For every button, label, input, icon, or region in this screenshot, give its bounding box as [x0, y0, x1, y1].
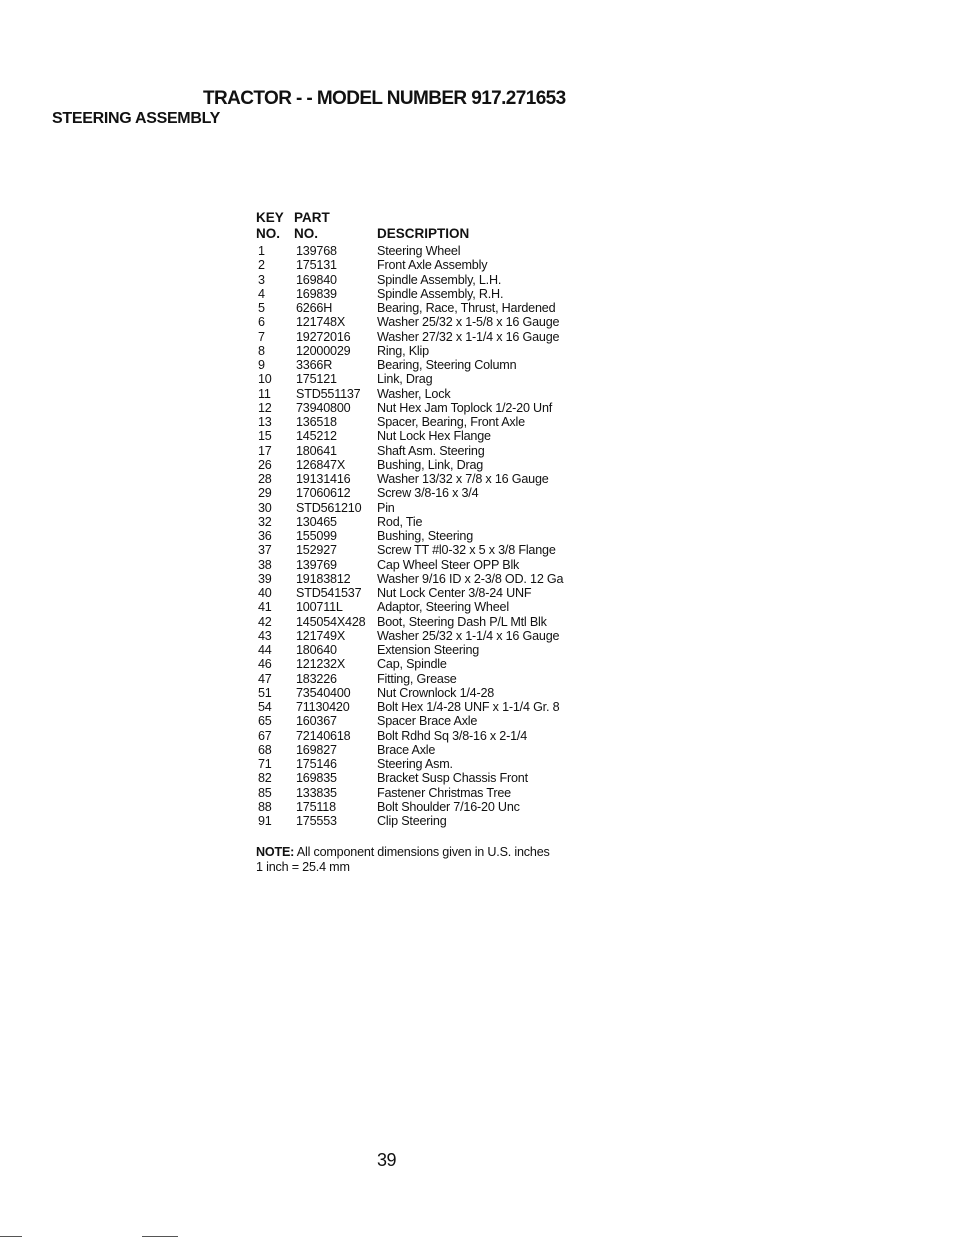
description-cell: Bracket Susp Chassis Front: [377, 771, 528, 786]
key-no-cell: 43: [258, 628, 272, 643]
table-row: [256, 529, 616, 543]
table-row: [256, 401, 616, 415]
part-no-cell: 100711L: [296, 600, 343, 615]
description-cell: Adaptor, Steering Wheel: [377, 600, 509, 615]
part-no-cell: 160367: [296, 714, 337, 729]
table-row: [256, 814, 616, 828]
part-no-cell: 19131416: [296, 472, 351, 486]
key-no-cell: 54: [258, 700, 272, 714]
key-no-cell: 30: [258, 500, 272, 515]
part-no-cell: 175553: [296, 814, 337, 828]
description-cell: Screw TT #l0-32 x 5 x 3/8 Flange: [377, 543, 556, 558]
part-no-cell: 139768: [296, 244, 337, 258]
table-row: [256, 501, 616, 515]
key-no-cell: 15: [258, 429, 272, 444]
key-no-cell: 4: [258, 286, 265, 301]
description-cell: Clip Steering: [377, 814, 447, 828]
key-no-cell: 17: [258, 443, 272, 458]
note-text: All component dimensions given in U.S. inches: [296, 845, 550, 859]
scan-edge-mark: [142, 1236, 178, 1237]
table-row: [256, 415, 616, 429]
table-row: [256, 600, 616, 614]
description-cell: Front Axle Assembly: [377, 258, 488, 273]
table-row: [256, 743, 616, 757]
description-cell: Link, Drag: [377, 372, 433, 387]
table-row: [256, 700, 616, 714]
description-cell: Washer 13/32 x 7/8 x 16 Gauge: [377, 472, 549, 486]
parts-list: [256, 210, 616, 828]
key-no-cell: 29: [258, 486, 272, 501]
page-number: 39: [377, 1150, 397, 1170]
description-header: DESCRIPTION: [377, 226, 470, 241]
table-row: [256, 472, 616, 486]
description-cell: Bolt Hex 1/4-28 UNF x 1-1/4 Gr. 8: [377, 700, 560, 714]
table-row: [256, 301, 616, 315]
key-no-cell: 5: [258, 301, 265, 315]
note-label: NOTE:: [256, 845, 295, 859]
description-cell: Fastener Christmas Tree: [377, 785, 511, 800]
table-row: [256, 629, 616, 643]
description-cell: Brace Axle: [377, 742, 436, 757]
description-cell: Boot, Steering Dash P/L Mtl Blk: [377, 614, 547, 629]
part-no-cell: 180641: [296, 443, 337, 458]
table-row: [256, 315, 616, 329]
part-no-cell: 121749X: [296, 628, 346, 643]
key-no-cell: 26: [258, 457, 272, 472]
description-cell: Steering Asm.: [377, 757, 453, 771]
description-cell: Steering Wheel: [377, 244, 461, 258]
description-cell: Bushing, Steering: [377, 529, 474, 543]
description-cell: Shaft Asm. Steering: [377, 443, 485, 458]
table-row: [256, 486, 616, 500]
table-row: [256, 714, 616, 728]
description-cell: Cap Wheel Steer OPP Blk: [377, 557, 520, 572]
table-row: [256, 786, 616, 800]
part-no-cell: 19272016: [296, 329, 351, 344]
key-no-header-line1: KEY: [256, 210, 284, 225]
page-title: TRACTOR - - MODEL NUMBER 917.271653: [203, 88, 566, 109]
part-no-cell: 169827: [296, 742, 337, 757]
part-no-cell: 136518: [296, 415, 337, 429]
description-cell: Bolt Shoulder 7/16-20 Unc: [377, 799, 520, 814]
key-no-cell: 9: [258, 358, 265, 372]
part-no-cell: 71130420: [296, 700, 350, 714]
key-no-cell: 28: [258, 472, 272, 486]
key-no-cell: 13: [258, 415, 272, 429]
key-no-cell: 68: [258, 742, 272, 757]
part-no-cell: 145054X428: [296, 614, 366, 629]
key-no-cell: 39: [258, 571, 272, 586]
part-no-cell: 126847X: [296, 457, 346, 472]
key-no-cell: 2: [258, 258, 265, 273]
part-no-cell: 175121: [296, 372, 337, 387]
table-row: [256, 543, 616, 557]
key-no-cell: 82: [258, 771, 272, 786]
table-row: [256, 429, 616, 443]
description-cell: Pin: [377, 500, 395, 515]
part-no-cell: 155099: [296, 529, 337, 543]
table-row: [256, 672, 616, 686]
description-cell: Bolt Rdhd Sq 3/8-16 x 2-1/4: [377, 728, 528, 743]
description-cell: Extension Steering: [377, 643, 480, 657]
part-no-cell: 175118: [296, 799, 336, 814]
description-cell: Spindle Assembly, L.H.: [377, 272, 502, 287]
description-cell: Nut Crownlock 1/4-28: [377, 685, 495, 700]
part-no-cell: 6266H: [296, 301, 333, 315]
table-row: [256, 358, 616, 372]
part-no-header-line1: PART: [294, 210, 330, 225]
key-no-cell: 71: [258, 757, 272, 771]
key-no-cell: 3: [258, 272, 265, 287]
description-cell: Nut Lock Hex Flange: [377, 429, 491, 444]
part-no-cell: 169840: [296, 272, 337, 287]
table-row: [256, 771, 616, 785]
table-row: [256, 344, 616, 358]
key-no-cell: 40: [258, 586, 272, 600]
section-title: STEERING ASSEMBLY: [52, 110, 220, 127]
table-row: [256, 515, 616, 529]
description-cell: Rod, Tie: [377, 514, 423, 529]
key-no-cell: 41: [258, 600, 272, 615]
table-row: [256, 372, 616, 386]
part-no-cell: 72140618: [296, 728, 351, 743]
part-no-cell: STD541537: [296, 586, 362, 600]
table-row: [256, 273, 616, 287]
table-row: [256, 800, 616, 814]
note-conversion: 1 inch = 25.4 mm: [256, 860, 350, 874]
part-no-cell: 19183812: [296, 571, 351, 586]
key-no-cell: 47: [258, 671, 272, 686]
key-no-cell: 36: [258, 529, 272, 543]
table-row: [256, 586, 616, 600]
part-no-cell: 169839: [296, 286, 337, 301]
table-row: [256, 444, 616, 458]
part-no-cell: 169835: [296, 771, 337, 786]
key-no-cell: 6: [258, 315, 265, 330]
key-no-cell: 11: [258, 386, 271, 401]
part-no-cell: 175131: [296, 258, 337, 273]
table-row: [256, 558, 616, 572]
part-no-cell: 152927: [296, 543, 337, 558]
description-cell: Cap, Spindle: [377, 657, 447, 672]
key-no-cell: 65: [258, 714, 272, 729]
part-no-cell: 145212: [296, 429, 337, 444]
key-no-cell: 88: [258, 799, 272, 814]
key-no-cell: 37: [258, 543, 272, 558]
part-no-cell: STD561210: [296, 500, 362, 515]
part-no-cell: 73540400: [296, 685, 351, 700]
description-cell: Spacer Brace Axle: [377, 714, 478, 729]
description-cell: Nut Hex Jam Toplock 1/2-20 Unf: [377, 400, 553, 415]
key-no-cell: 32: [258, 514, 272, 529]
description-cell: Spindle Assembly, R.H.: [377, 286, 504, 301]
key-no-cell: 85: [258, 785, 272, 800]
table-row: [256, 258, 616, 272]
key-no-cell: 44: [258, 643, 272, 657]
table-row: [256, 387, 616, 401]
part-no-cell: 3366R: [296, 358, 333, 372]
table-row: [256, 287, 616, 301]
scan-edge-mark: [0, 1236, 22, 1237]
table-row: [256, 643, 616, 657]
key-no-cell: 8: [258, 343, 265, 358]
key-no-cell: 7: [258, 329, 265, 344]
description-cell: Nut Lock Center 3/8-24 UNF: [377, 586, 532, 600]
key-no-cell: 91: [258, 814, 272, 828]
key-no-cell: 1: [258, 244, 265, 258]
key-no-cell: 12: [258, 400, 272, 415]
table-row: [256, 729, 616, 743]
table-row: [256, 330, 616, 344]
table-row: [256, 686, 616, 700]
parts-list-rows: [256, 244, 616, 828]
key-no-cell: 10: [258, 372, 272, 387]
table-row: [256, 572, 616, 586]
dimensions-note: [256, 845, 550, 875]
part-no-cell: 121232X: [296, 657, 346, 672]
table-row: [256, 244, 616, 258]
part-no-cell: 17060612: [296, 486, 351, 501]
key-no-header-line2: NO.: [256, 226, 281, 241]
part-no-cell: 139769: [296, 557, 337, 572]
description-cell: Washer 9/16 ID x 2-3/8 OD. 12 Ga: [377, 571, 564, 586]
description-cell: Bushing, Link, Drag: [377, 457, 484, 472]
part-no-cell: 12000029: [296, 343, 351, 358]
table-row: [256, 757, 616, 771]
part-no-cell: 183226: [296, 671, 337, 686]
part-no-cell: 133835: [296, 785, 337, 800]
description-cell: Bearing, Steering Column: [377, 358, 517, 372]
description-cell: Ring, Klip: [377, 343, 429, 358]
key-no-cell: 67: [258, 728, 272, 743]
part-no-cell: 180640: [296, 643, 337, 657]
key-no-cell: 42: [258, 614, 272, 629]
description-cell: Screw 3/8-16 x 3/4: [377, 486, 479, 501]
description-cell: Spacer, Bearing, Front Axle: [377, 415, 525, 429]
key-no-cell: 46: [258, 657, 272, 672]
part-no-header-line2: NO.: [294, 226, 319, 241]
key-no-cell: 51: [258, 685, 272, 700]
part-no-cell: 130465: [296, 514, 337, 529]
table-row: [256, 657, 616, 671]
parts-list-header: [256, 210, 616, 242]
part-no-cell: STD551137: [296, 386, 361, 401]
description-cell: Bearing, Race, Thrust, Hardened: [377, 301, 556, 315]
key-no-cell: 38: [258, 557, 272, 572]
description-cell: Washer 25/32 x 1-1/4 x 16 Gauge: [377, 628, 560, 643]
description-cell: Fitting, Grease: [377, 671, 457, 686]
description-cell: Washer 27/32 x 1-1/4 x 16 Gauge: [377, 329, 560, 344]
description-cell: Washer, Lock: [377, 386, 451, 401]
part-no-cell: 175146: [296, 757, 337, 771]
part-no-cell: 121748X: [296, 315, 346, 330]
part-no-cell: 73940800: [296, 400, 351, 415]
table-row: [256, 615, 616, 629]
table-row: [256, 458, 616, 472]
description-cell: Washer 25/32 x 1-5/8 x 16 Gauge: [377, 315, 560, 330]
